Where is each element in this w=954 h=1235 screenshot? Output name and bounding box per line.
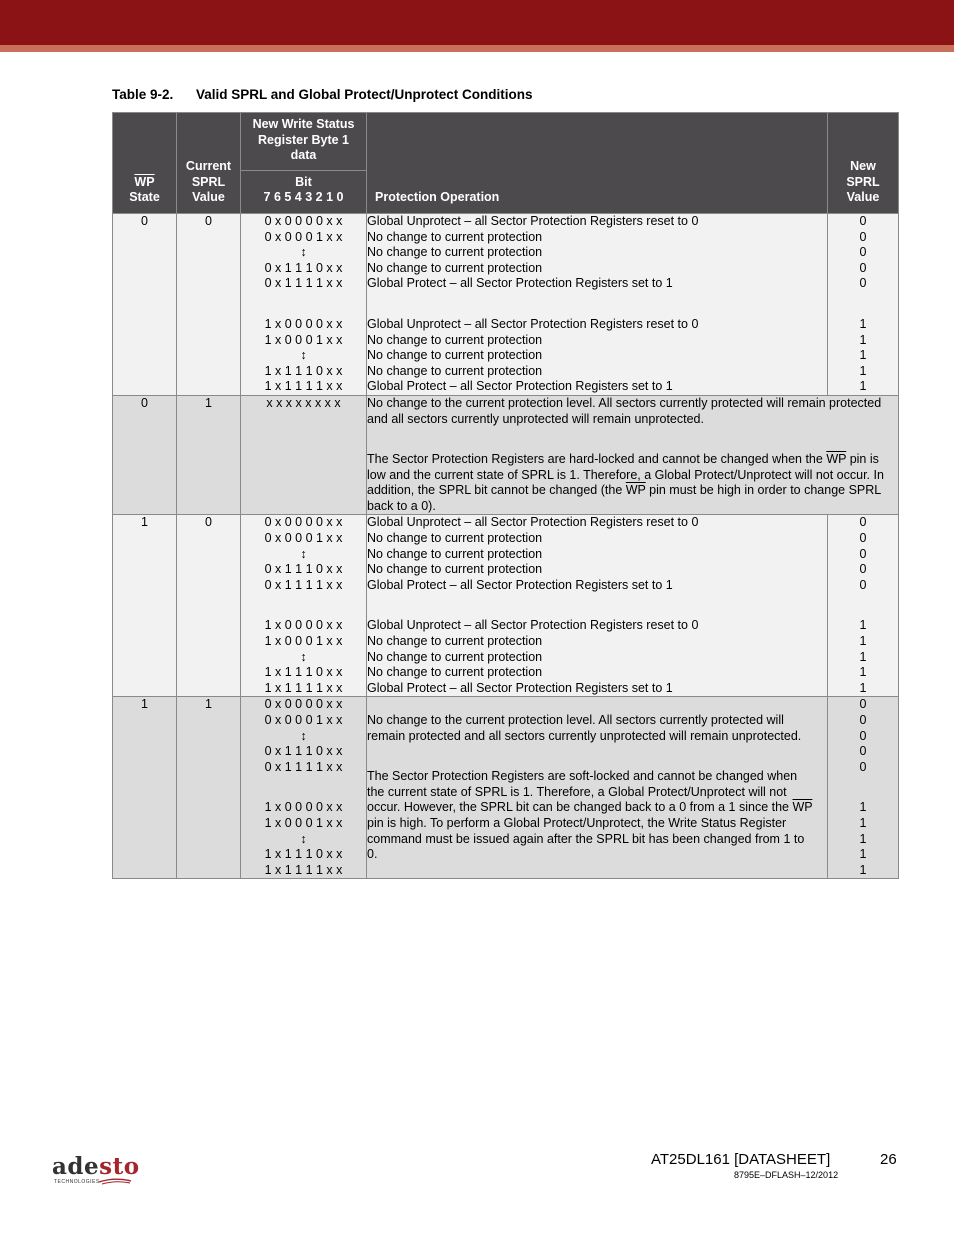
cell-wp-state: 1 — [113, 697, 177, 879]
header-bit: Bit 7 6 5 4 3 2 1 0 — [241, 170, 367, 213]
header-wp-state: $\overline{WP}$ State — [113, 113, 177, 214]
cell-current-sprl: 1 — [177, 395, 241, 515]
page-number: 26 — [880, 1151, 897, 1168]
sprl-conditions-table — [112, 112, 899, 879]
cell-wp-state: 0 — [113, 213, 177, 395]
table-row — [113, 213, 899, 395]
cell-new-sprl: 0 0 0 0 0 1 1 1 1 1 — [828, 515, 899, 697]
cell-bits: 0 x 0 0 0 0 x x 0 x 0 0 0 1 x x ↕ 0 x 1 1 1 0 x x 0 x 1 1 1 1 x x 1 x 0 0 0 0 x x 1 x 0 0 0 1 x x ↕ 1 x 1 1 1 0 x x 1 x 1 1 1 1 x x — [241, 515, 367, 697]
table-row — [113, 395, 899, 515]
cell-current-sprl: 0 — [177, 515, 241, 697]
cell-protection-operation: No change to the current protection level. All sectors currently protected will remain protected and all sectors currently unprotected will remain unprotected. The Sector Protection Registers are hard-locked and cannot be changed when the $\overline{WP}$ pin is low and the current state of SPRL is 1. Therefore, a Global Protect/Unprotect will not occur. In addition, the SPRL bit cannot be changed (the $\overline{WP}$ pin must be high in order to change SPRL back to a 0). — [367, 395, 899, 515]
header-stripe — [0, 45, 954, 52]
cell-protection-operation: Global Unprotect – all Sector Protection Registers reset to 0 No change to current protection No change to current protection No change to current protection Global Protect – all Sector Protection Registers set to 1 Global Unprotect – all Sector Protection Registers reset to 0 No change to current protection No change to current protection No change to current protection Global Protect – all Sector Protection Registers set to 1 — [367, 213, 828, 395]
cell-bits: x x x x x x x x — [241, 395, 367, 515]
cell-wp-state: 1 — [113, 515, 177, 697]
table-row — [113, 697, 899, 879]
table-row — [113, 515, 899, 697]
wp-overline-label: $\overline{WP}$ — [134, 174, 155, 189]
cell-wp-state: 0 — [113, 395, 177, 515]
cell-current-sprl: 0 — [177, 213, 241, 395]
document-code: 8795E–DFLASH–12/2012 — [734, 1170, 839, 1180]
header-protection-operation: Protection Operation — [367, 113, 828, 214]
wp-overline-label: $\overline{WP}$ — [826, 452, 847, 467]
header-current-sprl: Current SPRL Value — [177, 113, 241, 214]
cell-protection-operation: Global Unprotect – all Sector Protection Registers reset to 0 No change to current protection No change to current protection No change to current protection Global Protect – all Sector Protection Registers set to 1 Global Unprotect – all Sector Protection Registers reset to 0 No change to current protection No change to current protection No change to current protection Global Protect – all Sector Protection Registers set to 1 — [367, 515, 828, 697]
logo-subtitle: TECHNOLOGIES — [54, 1179, 100, 1185]
cell-new-sprl: 0 0 0 0 0 1 1 1 1 1 — [828, 697, 899, 879]
header-bar — [0, 0, 954, 45]
header-new-sprl: New SPRL Value — [828, 113, 899, 214]
document-title: AT25DL161 [DATASHEET] — [651, 1151, 831, 1168]
cell-protection-operation: No change to the current protection level. All sectors currently protected will remain protected and all sectors currently unprotected will remain unprotected. The Sector Protection Registers are soft-locked and cannot be changed when the current state of SPRL is 1. Therefore, a Global Protect/Unprotect will not occur. However, the SPRL bit can be changed back to a 0 from a 1 since the $\overline{WP}$ pin is high. To perform a Global Protect/Unprotect, the Write Status Register command must be issued again after the SPRL bit has been changed from 1 to 0. — [367, 697, 828, 879]
cell-new-sprl: 0 0 0 0 0 1 1 1 1 1 — [828, 213, 899, 395]
table-caption — [112, 87, 533, 102]
header-row — [113, 113, 899, 171]
wp-overline-label: $\overline{WP}$ — [792, 800, 813, 815]
table-number: Table 9-2. — [112, 87, 174, 102]
cell-current-sprl: 1 — [177, 697, 241, 879]
table-title: Valid SPRL and Global Protect/Unprotect Conditions — [196, 87, 533, 102]
wp-overline-label: $\overline{WP}$ — [625, 483, 646, 498]
header-new-wsr: New Write Status Register Byte 1 data — [241, 113, 367, 171]
cell-bits: 0 x 0 0 0 0 x x 0 x 0 0 0 1 x x ↕ 0 x 1 1 1 0 x x 0 x 1 1 1 1 x x 1 x 0 0 0 0 x x 1 x 0 0 0 1 x x ↕ 1 x 1 1 1 0 x x 1 x 1 1 1 1 x x — [241, 213, 367, 395]
adesto-logo: adesto TECHNOLOGIES — [52, 1153, 140, 1185]
logo-swoosh-icon — [98, 1177, 132, 1185]
cell-bits: 0 x 0 0 0 0 x x 0 x 0 0 0 1 x x ↕ 0 x 1 1 1 0 x x 0 x 1 1 1 1 x x 1 x 0 0 0 0 x x 1 x 0 0 0 1 x x ↕ 1 x 1 1 1 0 x x 1 x 1 1 1 1 x x — [241, 697, 367, 879]
